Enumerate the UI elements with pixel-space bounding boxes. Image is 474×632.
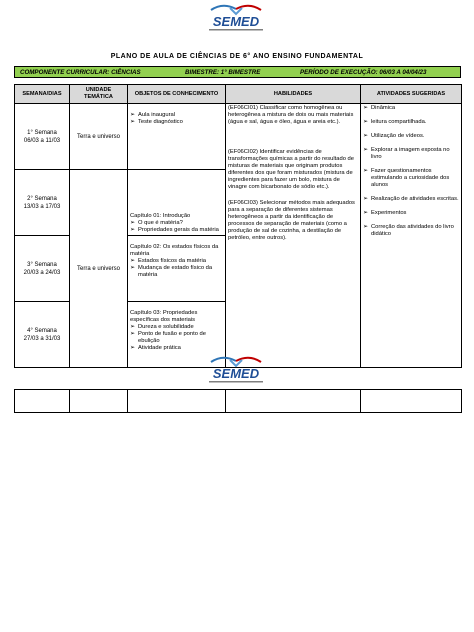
lesson-plan-table [14,84,462,368]
semed-logo [203,356,269,386]
header-row [15,85,462,104]
week-dates: 20/03 a 24/03 [23,269,61,276]
page-title: PLANO DE AULA DE CIÊNCIAS DE 6° ANO ENSINO FUNDAMENTAL [110,53,364,60]
unit-label: Terra e universo [76,265,121,272]
skill-item: (EF06CI01) Classificar como homogênea ou heterogênea a mistura de dois ou mais materiais (água e sal, água e óleo, água e areia etc.). [228,105,354,125]
week-dates: 13/03 a 17/03 [23,203,61,210]
empty-cell [361,390,462,413]
table-row [15,104,462,170]
week-cell [15,170,70,236]
header-activities: ATIVIDADES SUGERIDAS [361,85,462,104]
header-skills: HABILIDADES [226,85,361,104]
bimester-label: BIMESTRE: 1° BIMESTRE [185,69,261,76]
objects-cell [128,170,226,236]
week-cell [15,236,70,302]
list-item: ➢ Experimentos [363,210,459,217]
list-item: ➢ Atividade prática [130,345,223,352]
component-label: COMPONENTE CURRICULAR: CIÊNCIAS [20,69,141,76]
week-label: 3° Semana [27,261,57,268]
skills-cell [226,104,361,368]
week-label: 2° Semana [27,195,57,202]
list-item: ➢ Explorar a imagem exposta no livro [363,147,459,161]
list-item: ➢ leitura compartilhada. [363,119,459,126]
header-weeks: SEMANA/DIAS [15,85,70,104]
list-item: ➢ Dinâmica [363,105,459,112]
header-objects: OBJETOS DE CONHECIMENTO [128,85,226,104]
week-dates: 27/03 a 31/03 [23,335,61,342]
list-item: ➢ Correção das atividades do livro didático [363,224,459,238]
logo-text: SEMED [212,366,260,381]
list-item: ➢ Estados físicos da matéria [130,258,223,265]
list-item: ➢ O que é matéria? [130,220,223,227]
week-label: 4° Semana [27,327,57,334]
header-unit: UNIDADE TEMÁTICA [70,85,128,104]
empty-cell [15,390,70,413]
week-label: 1° Semana [27,129,57,136]
week-cell [15,302,70,368]
period-label: PERÍODO DE EXECUÇÃO: 06/03 A 04/04/23 [300,69,427,76]
component-bar [14,66,461,78]
objects-cell [128,236,226,302]
list-item: ➢ Fazer questionamentos estimulando a curiosidade dos alunos [363,168,459,189]
week-dates: 06/03 a 11/03 [23,137,61,144]
chapter-title: Capítulo 02: Os estados físicos da matéria [130,244,219,257]
semed-logo [203,4,269,34]
list-item: ➢ Aula inaugural [130,112,223,119]
list-item: ➢ Realização de atividades escritas. [363,196,459,203]
week-cell [15,104,70,170]
empty-table [14,389,462,413]
logo-text: SEMED [212,14,260,29]
table-row [15,390,462,413]
empty-cell [226,390,361,413]
chapter-title: Capítulo 01: Introdução [130,213,191,219]
skill-item: (EF06CI02) Identificar evidências de transformações químicas a partir do resultado de misturas de materiais que originam produtos diferentes dos que foram misturados (mistura de ingredientes para fazer um bolo, mistura de vinagre com bicarbonato de sódio etc.). [228,149,354,190]
unit-label: Terra e universo [76,133,121,140]
unit-cell [70,170,128,368]
list-item: ➢ Propriedades gerais da matéria [130,227,223,234]
list-item: ➢ Ponto de fusão e ponto de ebulição [130,331,223,345]
objects-cell [128,104,226,170]
skill-item: (EF06CI03) Selecionar métodos mais adequados para a separação de diferentes sistemas heterogêneos a partir da identificação de processos de separação de materiais (como a produção de sal de cozinha, a destilação de petróleo, entre outros). [228,200,355,241]
list-item: ➢ Dureza e solubilidade [130,324,223,331]
empty-cell [70,390,128,413]
unit-cell [70,104,128,170]
chapter-title: Capítulo 03: Propriedades específicas dos materiais [130,310,198,323]
activities-cell [361,104,462,368]
list-item: ➢ Teste diagnóstico [130,119,223,126]
list-item: ➢ Utilização de vídeos. [363,133,459,140]
empty-cell [128,390,226,413]
list-item: ➢ Mudança de estado físico da matéria [130,265,223,279]
